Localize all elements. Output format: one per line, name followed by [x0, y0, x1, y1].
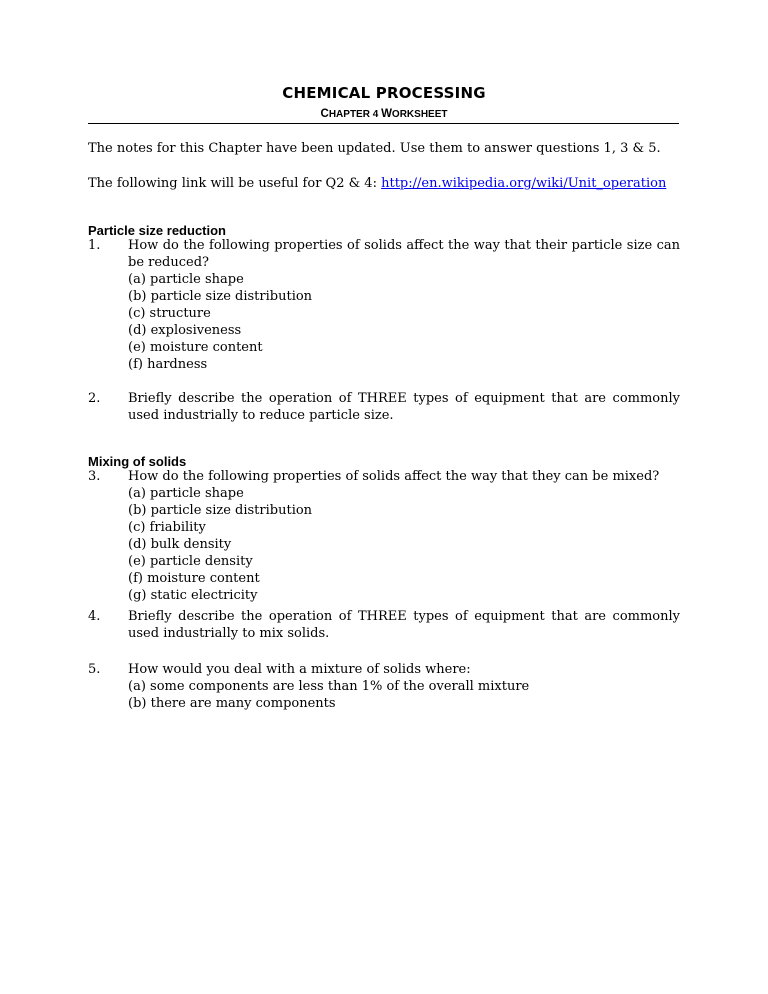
header-divider — [88, 123, 679, 124]
option-a: (a) some components are less than 1% of the overall mixture — [128, 679, 530, 694]
option-g: (g) static electricity — [128, 588, 258, 603]
question-5 — [88, 661, 680, 712]
question-text: How would you deal with a mixture of solids where: — [128, 662, 471, 677]
question-3 — [88, 468, 680, 604]
option-b: (b) particle size distribution — [128, 503, 313, 518]
link-paragraph — [88, 175, 688, 192]
question-4 — [88, 608, 680, 642]
option-d: (d) explosiveness — [128, 323, 242, 338]
option-f: (f) moisture content — [128, 571, 260, 586]
section-heading-particle-size-reduction: Particle size reduction — [88, 223, 226, 238]
notes-paragraph: The notes for this Chapter have been updated. Use them to answer questions 1, 3 & 5. — [88, 141, 661, 156]
option-f: (f) hardness — [128, 357, 208, 372]
question-number: 1. — [88, 238, 101, 253]
question-2 — [88, 390, 680, 424]
question-text: How do the following properties of solids affect the way that they can be mixed? — [128, 469, 660, 484]
subtitle-initial-w: W — [381, 108, 392, 120]
question-number: 3. — [88, 469, 101, 484]
option-e: (e) moisture content — [128, 340, 263, 355]
question-text: Briefly describe the operation of THREE types of equipment that are commonly used industrially to mix solids. — [128, 609, 680, 641]
subtitle-initial-c: C — [320, 108, 329, 120]
option-b: (b) there are many components — [128, 696, 336, 711]
wikipedia-link[interactable]: http://en.wikipedia.org/wiki/Unit_operation — [381, 176, 667, 191]
subtitle-chapter: HAPTER 4 — [328, 109, 382, 120]
subtitle-worksheet: ORKSHEET — [391, 109, 448, 120]
question-number: 2. — [88, 391, 101, 406]
option-b: (b) particle size distribution — [128, 289, 313, 304]
link-prefix: The following link will be useful for Q2 & 4: — [88, 176, 382, 191]
option-e: (e) particle density — [128, 554, 253, 569]
option-c: (c) structure — [128, 306, 211, 321]
question-text: How do the following properties of solids affect the way that their particle size can be reduced? — [128, 238, 680, 270]
option-c: (c) friability — [128, 520, 206, 535]
question-number: 5. — [88, 662, 101, 677]
option-a: (a) particle shape — [128, 486, 244, 501]
option-d: (d) bulk density — [128, 537, 232, 552]
question-number: 4. — [88, 609, 101, 624]
page-subtitle — [0, 108, 768, 120]
section-heading-mixing-of-solids: Mixing of solids — [88, 454, 187, 469]
page-title: CHEMICAL PROCESSING — [282, 84, 486, 102]
question-1 — [88, 237, 680, 373]
question-text: Briefly describe the operation of THREE types of equipment that are commonly used industrially to reduce particle size. — [128, 391, 680, 423]
option-a: (a) particle shape — [128, 272, 244, 287]
